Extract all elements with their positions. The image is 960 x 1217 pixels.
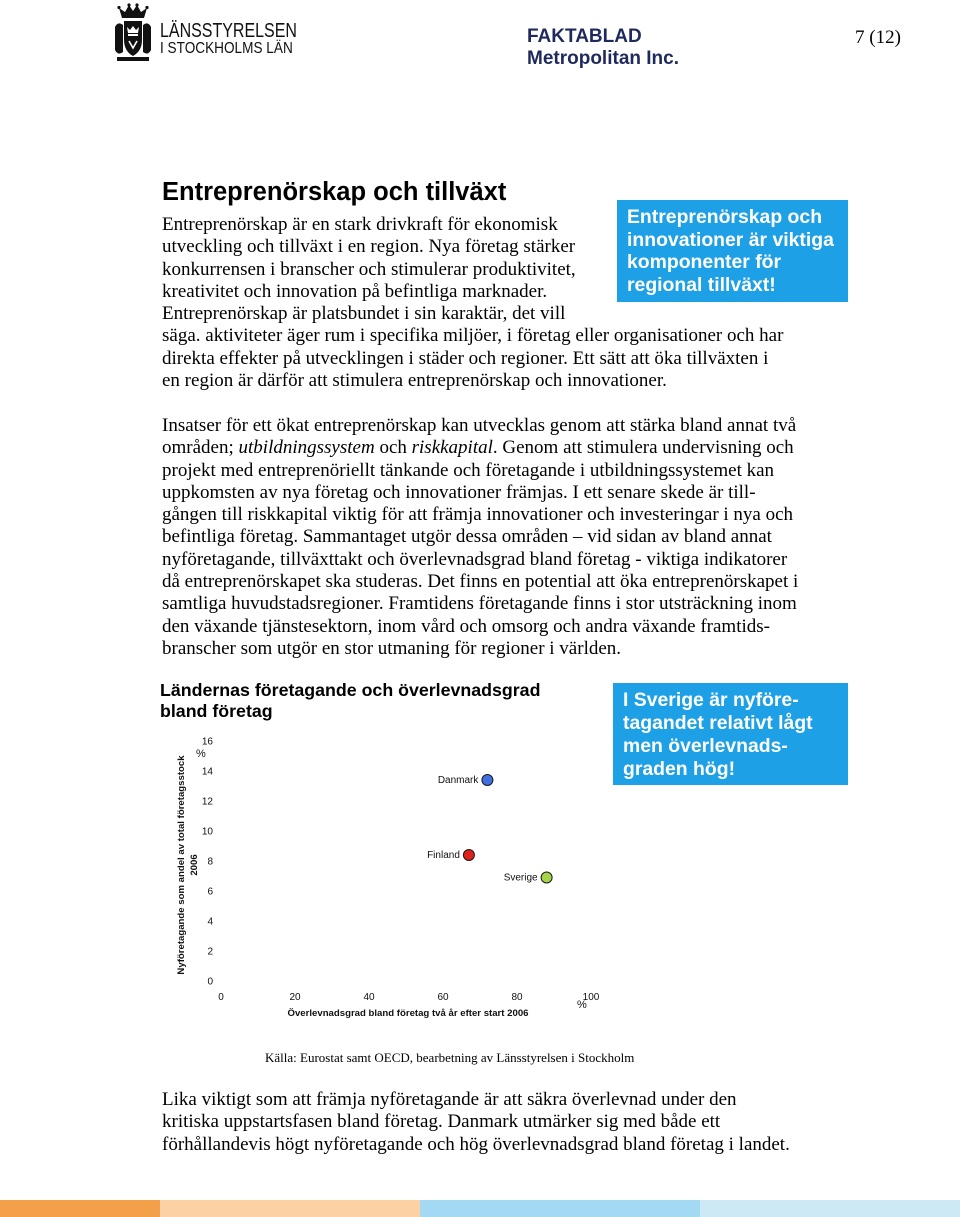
x-tick-label: 80 — [511, 992, 523, 1003]
chart-source: Källa: Eurostat samt OECD, bearbetning av Länsstyrelsen i Stockholm — [265, 1050, 635, 1065]
chart-title-line: Ländernas företagande och överlevnadsgrad — [160, 679, 541, 700]
y-tick-label: 4 — [207, 916, 213, 928]
y-axis-label-year: 2006 — [189, 854, 200, 876]
y-tick-label: 12 — [201, 796, 213, 808]
data-point-sverige — [541, 872, 552, 883]
body-line: branscher som utgör en stor utmaning för regioner i världen. — [162, 637, 622, 659]
y-axis-unit: % — [196, 748, 206, 760]
org-name-line1: LÄNSSTYRELSEN — [160, 20, 297, 42]
footer-stripe — [700, 1200, 960, 1217]
body-line: gången till riskkapital viktig för att främja innovationer och investeringar i nya och — [162, 504, 794, 526]
data-points — [427, 775, 552, 884]
page-number: 7 (12) — [855, 27, 901, 48]
y-tick-label: 2 — [207, 946, 213, 958]
x-tick-label: 40 — [363, 992, 375, 1003]
y-tick-label: 6 — [207, 886, 213, 898]
body-line: samtliga huvudstadsregioner. Framtidens företagande finns i stor utsträckning inom — [162, 593, 797, 615]
body-paragraph — [162, 415, 798, 660]
callout-line: men överlevnads- — [623, 735, 788, 757]
intro-line: Entreprenörskap är platsbundet i sin karaktär, det vill — [162, 303, 566, 325]
y-axis-label: Nyföretagande som andel av total företagsstock — [176, 755, 187, 975]
y-tick-label: 14 — [201, 766, 213, 778]
callout-line: Entreprenörskap och — [627, 206, 823, 228]
x-tick-label: 20 — [289, 992, 301, 1003]
body-line — [162, 437, 798, 459]
coat-of-arms-icon — [112, 3, 154, 63]
y-tick-label: 16 — [201, 736, 213, 748]
x-axis-ticks — [218, 992, 600, 1003]
footer-stripe — [160, 1200, 420, 1217]
x-axis-label: Överlevnadsgrad bland företag två år efter start 2006 — [287, 1008, 529, 1019]
document-subtitle: Metropolitan Inc. — [527, 48, 679, 69]
chart-title — [160, 680, 540, 723]
callout-line: innovationer är viktiga — [627, 228, 834, 251]
closing-line: kritiska uppstartsfasen bland företag. Danmark utmärker sig med både ett — [162, 1111, 721, 1133]
body-line: Insatser för ett ökat entreprenörskap kan utvecklas genom att stärka bland annat två — [162, 415, 797, 436]
italic-term: riskkapital — [411, 437, 493, 459]
point-label-sverige: Sverige — [503, 872, 538, 884]
data-point-finland — [463, 850, 474, 861]
data-point-danmark — [482, 775, 493, 786]
page-title: Entreprenörskap och tillväxt — [162, 177, 507, 206]
y-tick-label: 10 — [201, 826, 213, 838]
callout-box-sweden — [613, 683, 848, 785]
point-label-finland: Finland — [427, 850, 460, 861]
callout-line: regional tillväxt! — [627, 274, 776, 297]
scatter-chart — [170, 725, 620, 1025]
intro-line: Entreprenörskap är en stark drivkraft för ekonomisk — [162, 214, 558, 235]
body-line: den växande tjänstesektorn, inom vård och omsorg och andra växande framtids- — [162, 615, 770, 637]
y-axis-ticks — [202, 737, 214, 988]
body-line: nyföretagande, tillväxttakt och överlevnadsgrad bland företag - viktiga indikatorer — [162, 548, 788, 570]
callout-box-entrepreneurship — [617, 200, 848, 302]
text-segment: områden; — [162, 437, 239, 459]
closing-paragraph — [162, 1089, 790, 1156]
text-segment: . Genom att stimulera undervisning och — [492, 437, 794, 459]
callout-line: tagandet relativt lågt — [623, 712, 813, 734]
intro-line: konkurrensen i branscher och stimulerar produktivitet, — [162, 258, 576, 280]
callout-line: komponenter för — [627, 251, 782, 274]
intro-line: direkta effekter på utvecklingen i städer och regioner. Ett sätt att öka tillväxten i — [162, 347, 769, 369]
closing-line: förhållandevis högt nyföretagande och hög överlevnadsgrad bland företag i landet. — [162, 1133, 790, 1155]
closing-line: Lika viktigt som att främja nyföretagande är att säkra överlevnad under den — [162, 1089, 737, 1110]
body-line: då entreprenörskapet ska studeras. Det finns en potential att öka entreprenörskapet i — [162, 571, 799, 593]
x-tick-label: 60 — [437, 992, 449, 1003]
intro-line: en region är därför att stimulera entreprenörskap och innovationer. — [162, 370, 667, 392]
x-tick-label: 100 — [582, 992, 600, 1003]
footer-stripe — [420, 1200, 700, 1217]
intro-line: kreativitet och innovation på befintliga marknader. — [162, 280, 548, 302]
footer-stripe — [0, 1200, 160, 1217]
intro-line: utveckling och tillväxt i en region. Nya företag stärker — [162, 236, 576, 258]
x-tick-label: 0 — [218, 992, 224, 1003]
chart-title-line: bland företag — [160, 701, 273, 721]
point-label-danmark: Danmark — [437, 775, 479, 786]
italic-term: utbildningssystem — [238, 437, 375, 459]
body-line: uppkomsten av nya företag och innovationer främjas. I ett senare skede är till- — [162, 481, 756, 503]
body-line: befintliga företag. Sammantaget utgör dessa områden – vid sidan av bland annat — [162, 526, 772, 548]
y-tick-label: 8 — [207, 856, 213, 868]
body-line: projekt med entreprenöriellt tänkande och företagande i utbildningssystemet kan — [162, 459, 775, 481]
x-axis-unit: % — [577, 999, 587, 1011]
y-tick-label: 0 — [207, 976, 213, 988]
org-name-line2: I STOCKHOLMS LÄN — [160, 40, 293, 57]
text-segment: och — [374, 437, 412, 459]
intro-line: säga. aktiviteter äger rum i specifika miljöer, i företag eller organisationer och har — [162, 325, 784, 347]
callout-line: I Sverige är nyföre- — [623, 689, 799, 711]
callout-line: graden hög! — [623, 758, 736, 780]
document-type: FAKTABLAD — [527, 26, 642, 47]
